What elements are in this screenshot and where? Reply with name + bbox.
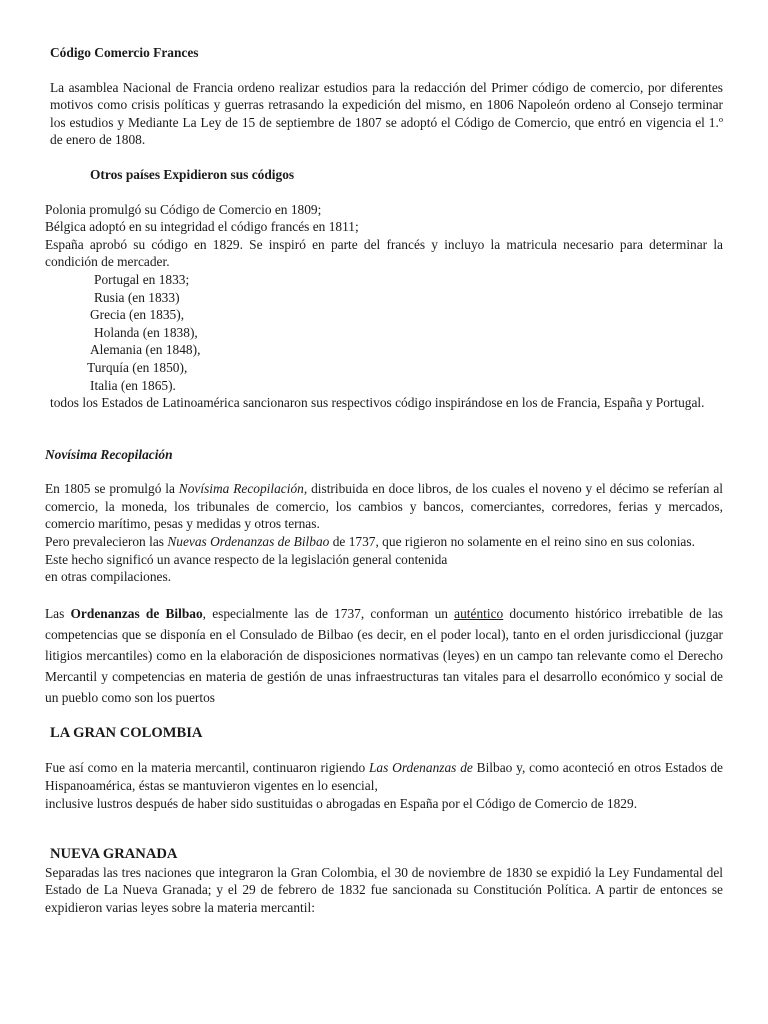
country-item: Holanda (en 1838), — [94, 324, 198, 340]
document-page — [45, 44, 723, 917]
country-list — [45, 271, 723, 394]
heading-codigo-comercio-frances: Código Comercio Frances — [50, 45, 199, 60]
text-run: En 1805 se promulgó la — [45, 481, 179, 497]
heading-novisima-recopilacion: Novísima Recopilación — [45, 446, 173, 462]
line-hecho-significo: Este hecho significó un avance respecto de la legislación general contenida — [45, 551, 448, 567]
text-run: Fue así como en la materia mercantil, continuaron rigiendo — [45, 760, 369, 776]
country-item: Rusia (en 1833) — [94, 289, 180, 305]
country-item: Italia (en 1865). — [90, 377, 176, 393]
country-item: Alemania (en 1848), — [90, 342, 201, 358]
paragraph-espana: España aprobó su código en 1829. Se inspiró en parte del francés y incluyo la matricula necesario para determinar la condición de mercader. — [45, 236, 723, 270]
paragraph-novisima-1805 — [45, 480, 723, 533]
line-otras-compilaciones: en otras compilaciones. — [45, 569, 172, 585]
text-run-italic: Nuevas Ordenanzas de Bilbao — [167, 534, 330, 550]
country-item: Portugal en 1833; — [94, 271, 190, 287]
paragraph-nuevas-ordenanzas — [45, 533, 723, 551]
paragraph-asamblea-francia: La asamblea Nacional de Francia ordeno realizar estudios para la redacción del Primer código de comercio, por diferentes motivos como crisis políticas y guerras retrasando la expedición del mismo, en 1806 Napoleón ordeno al Consejo terminar los estudios y Mediante La Ley de 15 de septiembre de 1807 se adoptó el Código de Comercio, que entró en vigencia el 1.º de enero de 1808. — [50, 79, 723, 148]
paragraph-inclusive-lustros: inclusive lustros después de haber sido sustituidas o abrogadas en España por el Código de Comercio de 1829. — [45, 795, 638, 811]
text-run-underlined: auténtico — [454, 605, 504, 621]
text-run: Bilbao y, como aconteció en otros Estados de Hispanoamérica, éstas se mantuvieron vigentes en lo esencial, — [45, 760, 723, 794]
text-run: distribuida en doce libros, de los cuales el noveno y el décimo se referían al comercio, la moneda, los tribunales de comercio, los cambios y bancos, comerciantes, corredores, ferias y mercados, comercio marítimo, pesas y medidas y otros ternas. — [45, 481, 723, 532]
text-run: Las — [45, 605, 71, 621]
paragraph-ordenanzas-bilbao — [45, 603, 723, 708]
heading-nueva-granada: NUEVA GRANADA — [50, 846, 178, 863]
paragraph-latinoamerica: todos los Estados de Latinoamérica sancionaron sus respectivos código inspirándose en los de Francia, España y Portugal. — [50, 395, 705, 411]
paragraph-materia-mercantil — [45, 759, 723, 794]
text-run-bold: Ordenanzas de Bilbao — [70, 605, 203, 621]
text-run-italic: Novísima Recopilación, — [178, 481, 308, 497]
text-run: documento histórico irrebatible de las competencias que se disponía en el Consulado de Bilbao (es decir, en el poder local), tanto en el orden jurisdiccional (juzgar litigios mercantiles) como en la elaboración de disposiciones normativas (leyes) en un campo tan relevante como el Derecho Mercantil y competencias en materia de gestión de unas infraestructuras tan vitales para el desarrollo económico y social de un pueblo como son los puertos — [45, 605, 723, 705]
country-item: Turquía (en 1850), — [87, 359, 188, 375]
text-run: Pero prevalecieron las — [45, 534, 168, 550]
text-run-italic: Las Ordenanzas de — [368, 760, 473, 776]
line-belgica: Bélgica adoptó en su integridad el código francés en 1811; — [45, 219, 359, 235]
heading-otros-paises: Otros países Expidieron sus códigos — [90, 166, 295, 182]
paragraph-nueva-granada: Separadas las tres naciones que integraron la Gran Colombia, el 30 de noviembre de 1830 se expidió la Ley Fundamental del Estado de La Nueva Granada; y el 29 de febrero de 1832 fue sancionada su Constitución Política. A partir de entonces se expidieron varias leyes sobre la materia mercantil: — [45, 864, 723, 915]
line-polonia: Polonia promulgó su Código de Comercio en 1809; — [45, 201, 322, 217]
country-item: Grecia (en 1835), — [90, 307, 185, 323]
text-run: , especialmente las de 1737, conforman un — [202, 605, 455, 621]
text-run: de 1737, que rigieron no solamente en el reino sino en sus colonias. — [329, 534, 695, 550]
heading-la-gran-colombia: LA GRAN COLOMBIA — [50, 724, 203, 741]
